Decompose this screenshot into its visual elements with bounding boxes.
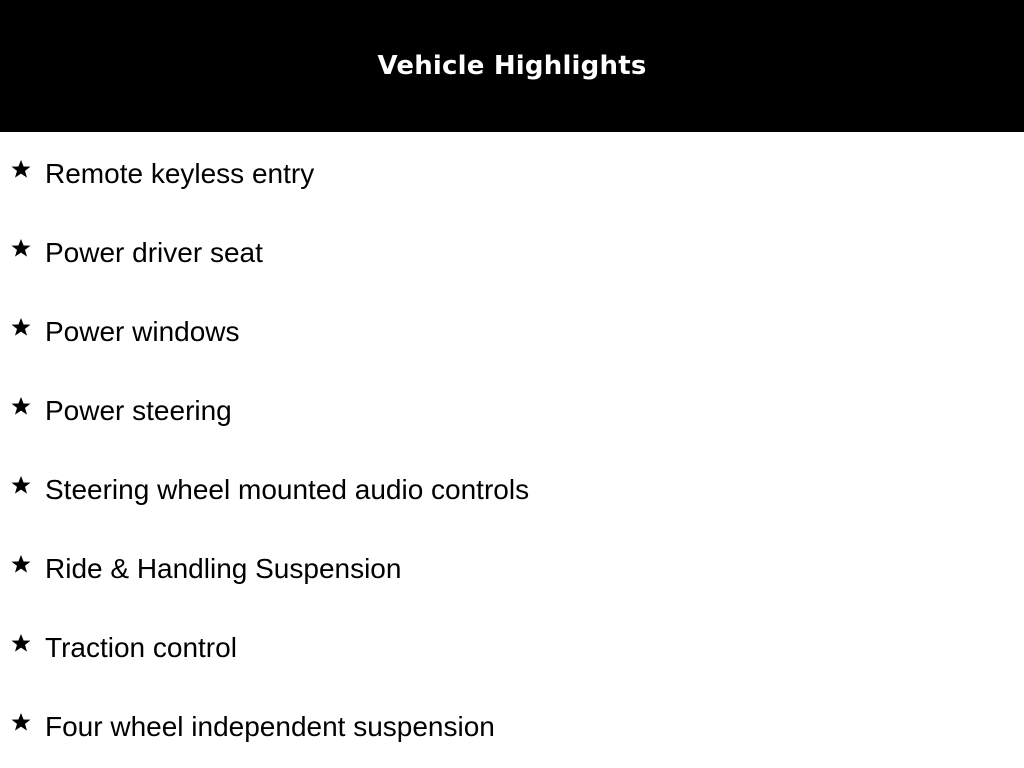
list-item: [0, 231, 1024, 271]
list-item: [0, 626, 1024, 666]
highlight-label: Traction control: [45, 632, 237, 663]
star-icon: [11, 159, 31, 179]
highlight-label: Ride & Handling Suspension: [45, 553, 402, 584]
list-item: [0, 705, 1024, 745]
star-icon: [11, 633, 31, 653]
page-title: Vehicle Highlights: [377, 50, 647, 81]
list-item: [0, 547, 1024, 587]
header-bar: [0, 0, 1024, 132]
highlight-label: Power steering: [45, 395, 232, 426]
list-item: [0, 152, 1024, 192]
highlight-label: Steering wheel mounted audio controls: [45, 474, 530, 505]
star-icon: [11, 712, 31, 732]
star-icon: [11, 475, 31, 495]
list-item: [0, 468, 1024, 508]
list-item: [0, 389, 1024, 429]
highlight-label: Remote keyless entry: [45, 158, 315, 189]
highlight-label: Power driver seat: [45, 237, 263, 268]
list-item: [0, 310, 1024, 350]
star-icon: [11, 317, 31, 337]
highlight-label: Power windows: [45, 316, 240, 347]
highlight-label: Four wheel independent suspension: [45, 711, 495, 742]
star-icon: [11, 396, 31, 416]
star-icon: [11, 238, 31, 258]
star-icon: [11, 554, 31, 574]
